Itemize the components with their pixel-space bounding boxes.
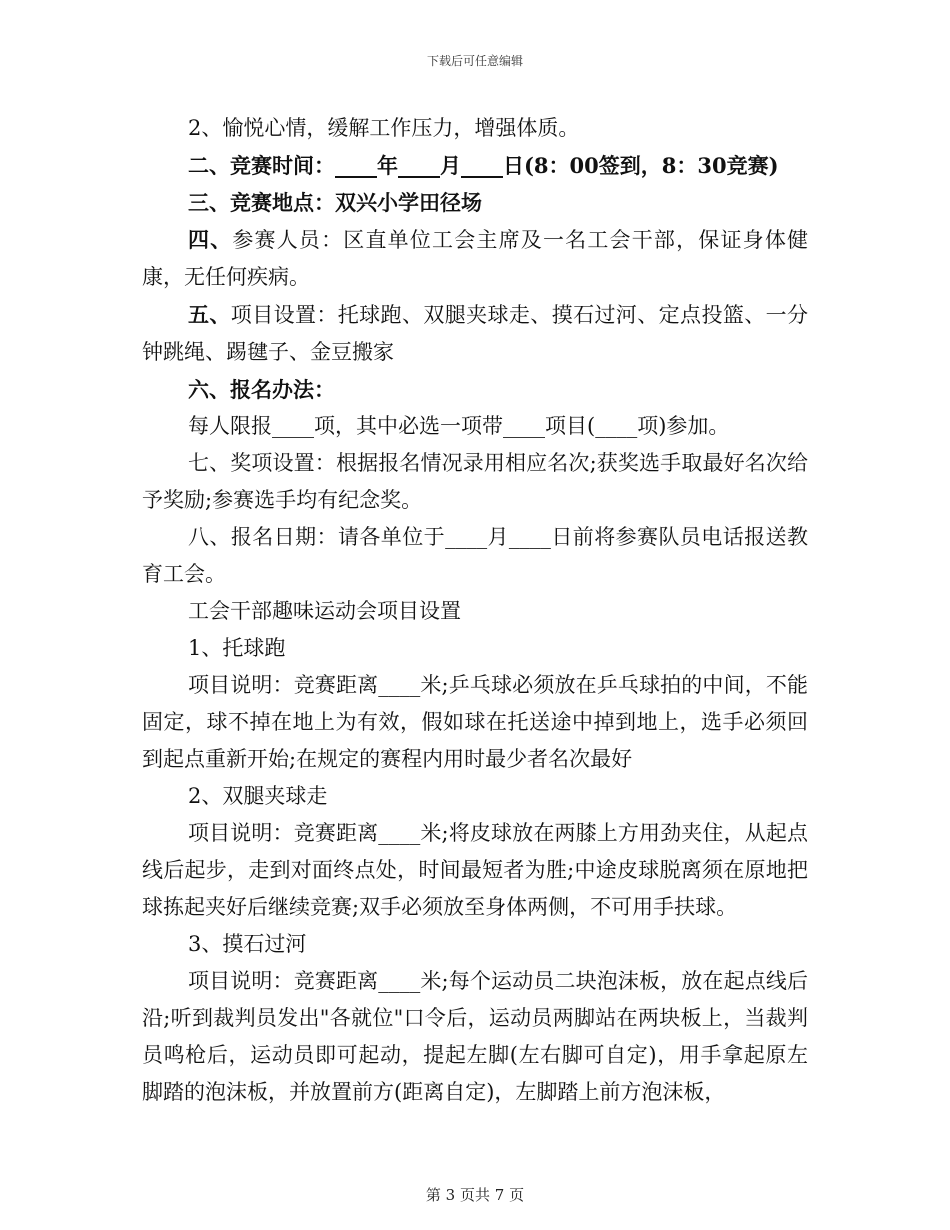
paragraph-goal-2: 2、愉悦心情，缓解工作压力，增强体质。 <box>188 116 580 140</box>
section-text: 项目设置：托球跑、双腿夹球走、摸石过河、定点投篮、一分钟跳绳、踢毽子、金豆搬家 <box>142 303 809 364</box>
subtitle-event-settings: 工会干部趣味运动会项目设置 <box>188 599 461 623</box>
page-footer: 第 3 页共 7 页 <box>425 1186 525 1204</box>
page-header: 下载后可任意编辑 <box>426 54 523 68</box>
event-title-leg-ball-walk: 2、双腿夹球走 <box>188 784 328 808</box>
paragraph-registration-limit: 每人限报____项，其中必选一项带____项目(____项)参加。 <box>188 414 730 438</box>
paragraph-participants <box>142 221 808 296</box>
paragraph-registration-date: 八、报名日期：请各单位于____月____日前将参赛队员电话报送教育工会。 <box>142 525 808 586</box>
event-description-stepping-stones: 项目说明：竞赛距离____米;每个运动员二块泡沫板，放在起点线后沿;听到裁判员发出"各就位"口令后，运动员两脚站在两块板上，当裁判员鸣枪后，运动员即可起动，提起左脚(左右脚可自定)，用手拿起原左脚踏的泡沫板，并放置前方(距离自定)，左脚踏上前方泡沫板， <box>142 969 808 1104</box>
document-body <box>142 110 808 1111</box>
event-title-stepping-stones: 3、摸石过河 <box>188 932 307 956</box>
event-description-ball-carry-run: 项目说明：竞赛距离____米;乒乓球必须放在乒乓球拍的中间，不能固定，球不掉在地上为有效，假如球在托送途中掉到地上，选手必须回到起点重新开始;在规定的赛程内用时最少者名次最好 <box>142 673 808 771</box>
section-number: 五、 <box>188 302 231 327</box>
section-number: 四、 <box>188 227 233 252</box>
heading-competition-venue: 三、竞赛地点：双兴小学田径场 <box>188 190 482 215</box>
event-description-leg-ball-walk: 项目说明：竞赛距离____米;将皮球放在两膝上方用劲夹住，从起点线后起步，走到对面终点处，时间最短者为胜;中途皮球脱离须在原地把球拣起夹好后继续竞赛;双手必须放至身体两侧，不可用手扶球。 <box>142 821 808 919</box>
section-text: 参赛人员：区直单位工会主席及一名工会干部，保证身体健康，无任何疾病。 <box>142 228 809 289</box>
paragraph-awards: 七、奖项设置：根据报名情况录用相应名次;获奖选手取最好名次给予奖励;参赛选手均有纪念奖。 <box>142 451 808 512</box>
event-title-ball-carry-run: 1、托球跑 <box>188 636 286 660</box>
paragraph-events <box>142 296 808 371</box>
heading-competition-time: 二、竞赛时间：____年____月____日(8：00签到，8：30竞赛) <box>188 153 779 178</box>
heading-registration-method: 六、报名办法： <box>188 377 335 402</box>
